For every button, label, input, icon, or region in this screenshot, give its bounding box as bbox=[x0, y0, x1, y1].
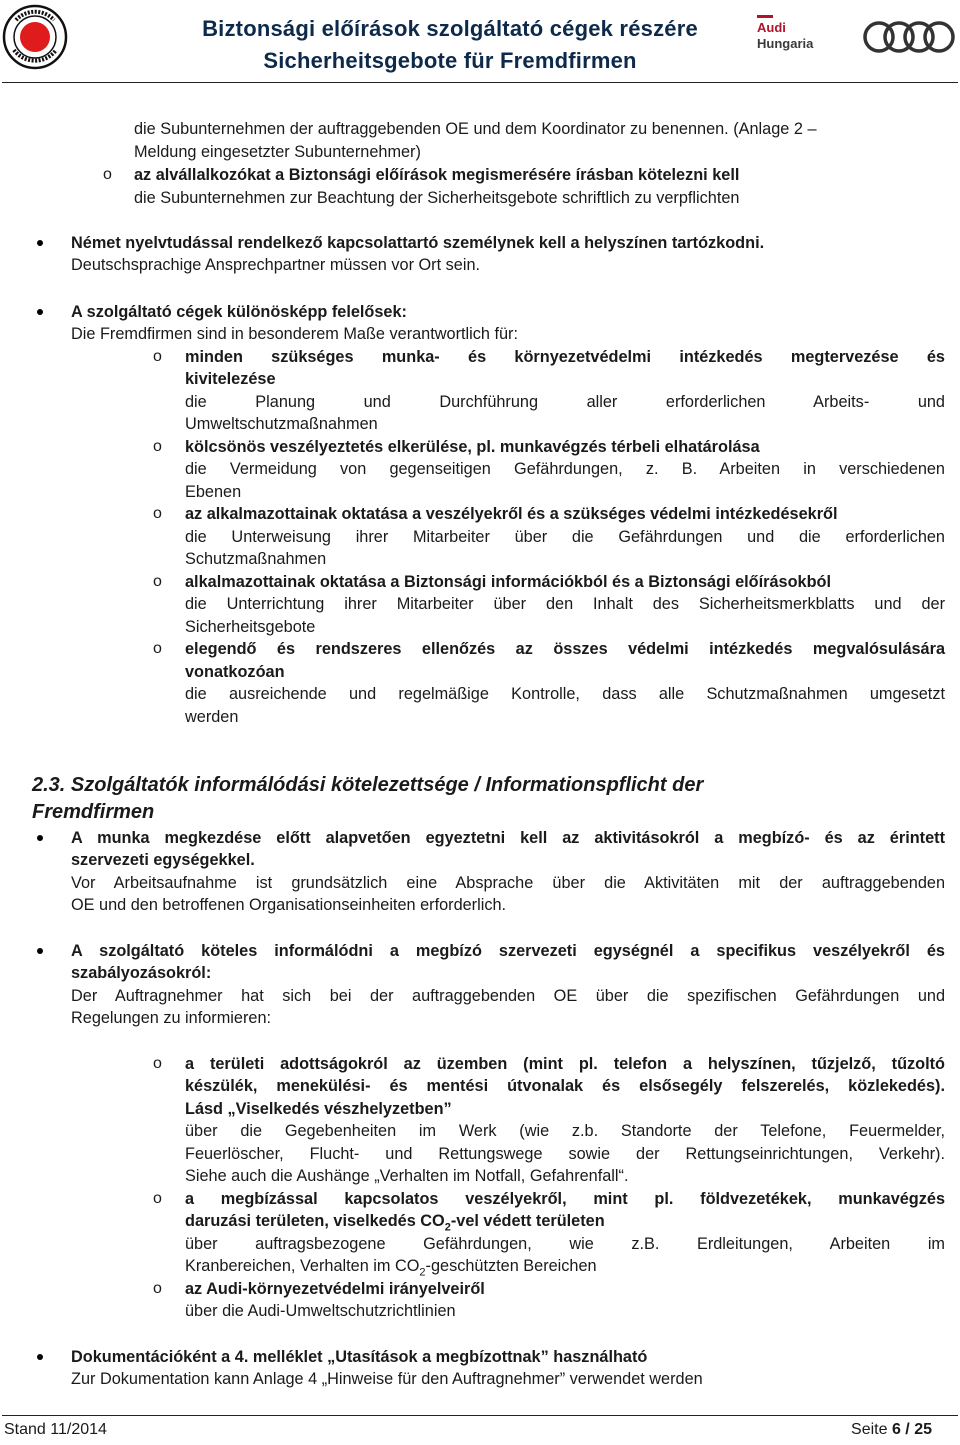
bullet-icon bbox=[37, 309, 43, 315]
text-line: Zur Dokumentation kann Anlage 4 „Hinweise für den Auftragnehmer” verwendet werden bbox=[71, 1370, 703, 1388]
header-rule bbox=[2, 82, 958, 83]
audi-hungaria-logo bbox=[757, 20, 813, 52]
text-line: vonatkozóan bbox=[185, 663, 285, 681]
section-heading: 2.3. Szolgáltatók informálódási kötelezettsége / Informationspflicht der bbox=[32, 774, 704, 796]
footer-stand: Stand 11/2014 bbox=[4, 1421, 107, 1438]
text-line: elegendő és rendszeres ellenőzés az összes védelmi intézkedés megvalósulására bbox=[185, 640, 945, 658]
list-marker: o bbox=[153, 438, 162, 455]
text-line: OE und den betroffenen Organisationseinheiten erforderlich. bbox=[71, 896, 507, 914]
bullet-icon bbox=[37, 835, 43, 841]
text-line: A szolgáltató cégek különösképp felelősek: bbox=[71, 303, 407, 321]
text-line: a megbízással kapcsolatos veszélyekről, mint pl. földvezetékek, munkavégzés bbox=[185, 1190, 945, 1208]
list-marker: o bbox=[153, 1280, 162, 1297]
list-marker: o bbox=[103, 166, 112, 183]
text-line: Deutschsprachige Ansprechpartner müssen vor Ort sein. bbox=[71, 256, 481, 274]
text-line: die Unterweisung ihrer Mitarbeiter über die Gefährdungen und die erforderlichen bbox=[185, 528, 945, 546]
subscript: 2 bbox=[419, 1266, 426, 1279]
list-marker: o bbox=[153, 505, 162, 522]
page-number: 6 bbox=[891, 1421, 901, 1438]
text-line: Umweltschutzmaßnahmen bbox=[185, 415, 378, 433]
text-line: készülék, menekülési- és mentési útvonalak és elsősegély felszerelés, közlekedés). bbox=[185, 1077, 945, 1095]
text-line: az alkalmazottainak oktatása a veszélyekről és a szükséges védelmi intézkedésekről bbox=[185, 505, 838, 523]
bullet-icon bbox=[37, 948, 43, 954]
header-title-hu: Biztonsági előírások szolgáltató cégek részére bbox=[202, 16, 698, 41]
text-line: minden szükséges munka- és környezetvédelmi intézkedés megtervezése és bbox=[185, 348, 945, 366]
text-line: kivitelezése bbox=[185, 370, 276, 388]
text-line: Vor Arbeitsaufnahme ist grundsätzlich eine Absprache über die Aktivitäten mit der auftraggebenden bbox=[71, 874, 945, 892]
text-line: die Unterrichtung ihrer Mitarbeiter über den Inhalt des Sicherheitsmerkblatts und der bbox=[185, 595, 945, 613]
text-line: az Audi-környezetvédelmi irányelveiről bbox=[185, 1280, 485, 1298]
text-span: -vel védett területen bbox=[450, 1212, 605, 1230]
text-line: Dokumentációként a 4. melléklet „Utasítások a megbízottnak” használható bbox=[71, 1348, 648, 1366]
text-line: die Subunternehmen zur Beachtung der Sicherheitsgebote schriftlich zu verpflichten bbox=[134, 189, 740, 207]
text-line: Schutzmaßnahmen bbox=[185, 550, 327, 568]
section-heading-cont: Fremdfirmen bbox=[32, 801, 155, 823]
footer-rule bbox=[2, 1415, 958, 1416]
text-line: die Subunternehmen der auftraggebenden OE und dem Koordinator zu benennen. (Anlage 2 – bbox=[134, 120, 817, 138]
text-span: Kranbereichen, Verhalten im CO bbox=[185, 1257, 420, 1275]
subscript: 2 bbox=[444, 1221, 451, 1234]
text-line: alkalmazottainak oktatása a Biztonsági információkból és a Biztonsági előírásokból bbox=[185, 573, 832, 591]
text-line: über die Gegebenheiten im Werk (wie z.b. Standorte der Telefone, Feuermelder, bbox=[185, 1122, 945, 1140]
list-marker: o bbox=[153, 348, 162, 365]
audi-mark-icon bbox=[757, 13, 773, 21]
list-marker: o bbox=[153, 573, 162, 590]
text-line: szervezeti egységekkel. bbox=[71, 851, 255, 869]
text-line: Feuerlöscher, Flucht- und Rettungswege sowie der Rettungseinrichtungen, Verkehr). bbox=[185, 1145, 945, 1163]
text-line: Meldung eingesetzter Subunternehmer) bbox=[134, 143, 421, 161]
text-line: über die Audi-Umweltschutzrichtlinien bbox=[185, 1302, 456, 1320]
list-marker: o bbox=[153, 1055, 162, 1072]
page-total: 25 bbox=[914, 1421, 932, 1438]
hungaria-label: Hungaria bbox=[757, 36, 814, 51]
text-line: Der Auftragnehmer hat sich bei der auftraggebenden OE über die spezifischen Gefährdungen und bbox=[71, 987, 945, 1005]
list-marker: o bbox=[153, 640, 162, 657]
text-line: A szolgáltató köteles informálódni a megbízó szervezeti egységnél a specifikus veszélyekről és bbox=[71, 942, 945, 960]
bullet-icon bbox=[37, 240, 43, 246]
text-line: die ausreichende und regelmäßige Kontrolle, dass alle Schutzmaßnahmen umgesetzt bbox=[185, 685, 945, 703]
header-title-de: Sicherheitsgebote für Fremdfirmen bbox=[263, 48, 637, 73]
text-line: Lásd „Viselkedés vészhelyzetben” bbox=[185, 1100, 452, 1118]
text-line: a területi adottságokról az üzemben (mint pl. telefon a helyszínen, tűzjelző, tűzoltó bbox=[185, 1055, 945, 1073]
text-line: Siehe auch die Aushänge „Verhalten im Notfall, Gefahrenfall“. bbox=[185, 1167, 629, 1185]
seite-label: Seite bbox=[851, 1421, 888, 1438]
text-line: werden bbox=[185, 708, 239, 726]
text-line: über auftragsbezogene Gefährdungen, wie z.B. Erdleitungen, Arbeiten im bbox=[185, 1235, 945, 1253]
text-line: Ebenen bbox=[185, 483, 242, 501]
audi-rings-icon bbox=[862, 20, 958, 54]
bullet-icon bbox=[37, 1354, 43, 1360]
page-separator: / bbox=[905, 1421, 910, 1438]
text-span: -geschützten Bereichen bbox=[425, 1257, 597, 1275]
text-line: az alvállalkozókat a Biztonsági előírások megismerésére írásban kötelezni kell bbox=[134, 166, 740, 184]
text-line: Német nyelvtudással rendelkező kapcsolattartó személynek kell a helyszínen tartózkodni. bbox=[71, 234, 765, 252]
text-line: A munka megkezdése előtt alapvetően egyeztetni kell az aktivitásokról a megbízó- és az érintett bbox=[71, 829, 945, 847]
text-line: szabályozásokról: bbox=[71, 964, 212, 982]
text-span: daruzási területen, viselkedés CO bbox=[185, 1212, 445, 1230]
footer-page bbox=[851, 1421, 932, 1439]
page-header bbox=[0, 0, 960, 84]
text-line: die Planung und Durchführung aller erforderlichen Arbeits- und bbox=[185, 393, 945, 411]
text-line: Sicherheitsgebote bbox=[185, 618, 316, 636]
list-marker: o bbox=[153, 1190, 162, 1207]
text-line: kölcsönös veszélyeztetés elkerülése, pl. munkavégzés térbeli elhatárolása bbox=[185, 438, 760, 456]
audi-label: Audi bbox=[757, 20, 786, 35]
text-line: die Vermeidung von gegenseitigen Gefährdungen, z. B. Arbeiten in verschiedenen bbox=[185, 460, 945, 478]
text-line: Regelungen zu informieren: bbox=[71, 1009, 272, 1027]
text-line: Die Fremdfirmen sind in besonderem Maße verantwortlich für: bbox=[71, 325, 518, 343]
